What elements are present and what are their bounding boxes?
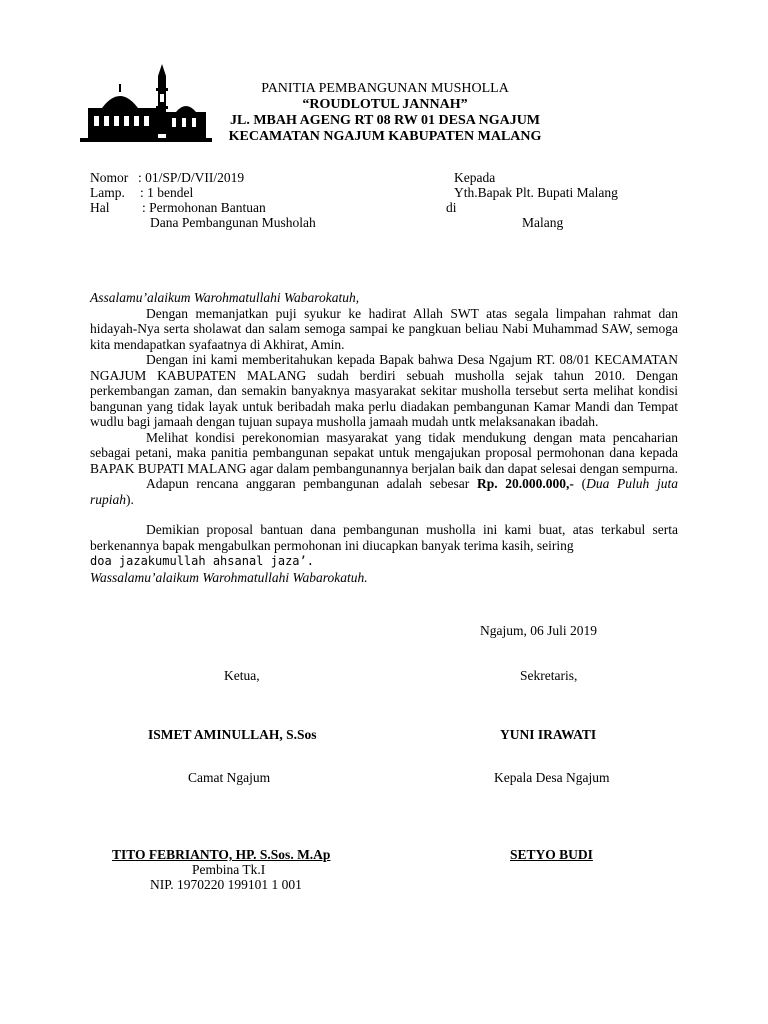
lamp-value: : 1 bendel: [140, 185, 194, 200]
hal-value: : Permohonan Bantuan: [142, 200, 266, 215]
budget-intro: Adapun rencana anggaran pembangunan adalah sebesar: [146, 476, 477, 491]
paragraph-1: Dengan memanjatkan puji syukur ke hadirat Allah SWT atas segala limpahan rahmat dan hidayah-Nya serta sholawat dan salam semoga sampai ke pangkuan beliau Nabi Muhammad SAW, semoga kita mendapatkan syafaatnya di Akhirat, Amin.: [90, 305, 678, 352]
budget-amount: Rp. 20.000.000,-: [476, 476, 574, 491]
paragraph-5: [90, 522, 678, 570]
hal-label: Hal: [90, 200, 110, 215]
di-label: di: [446, 200, 457, 215]
recipient-city: Malang: [522, 215, 564, 230]
paragraph-2: Dengan ini kami memberitahukan kepada Bapak bahwa Desa Ngajum RT. 08/01 KECAMATAN NGAJUM KABUPATEN MALANG sudah berdiri sebuah musholla sejak tahun 2010. Dengan perkembangan zaman, dan semakin banyaknya masyarakat sekitar musholla tersebut serta melihat kondisi bangunan yang tidak layak untuk beribadah maka perlu diadakan pembangunan Kamar Mandi dan Tempat wudlu bagi jamaah dengan tujuan supaya musholla jamaah mudah untk melaksanakan ibadah.: [90, 352, 678, 429]
opening-greeting: Assalamu’alaikum Warohmatullahi Wabarokatuh,: [90, 290, 360, 305]
nomor-value: : 01/SP/D/VII/2019: [138, 170, 245, 185]
committee-name: PANITIA PEMBANGUNAN MUSHOLLA: [261, 81, 509, 96]
address-line: JL. MBAH AGENG RT 08 RW 01 DESA NGAJUM: [229, 113, 541, 128]
sekretaris-title: Sekretaris,: [520, 668, 578, 683]
camat-rank: Pembina Tk.I: [192, 862, 266, 877]
kades-title: Kepala Desa Ngajum: [494, 770, 610, 785]
camat-title: Camat Ngajum: [188, 770, 271, 785]
recipient-name: Yth.Bapak Plt. Bupati Malang: [454, 185, 618, 200]
letter-body: [90, 290, 678, 585]
closing-greeting: Wassalamu’alaikum Warohmatullahi Wabarokatuh.: [90, 569, 368, 585]
budget-words: Dua Puluh juta rupiah: [90, 476, 678, 507]
camat-name: TITO FEBRIANTO, HP. S.Sos. M.Ap: [112, 847, 331, 862]
kades-name: SETYO BUDI: [510, 847, 593, 862]
sekretaris-name: YUNI IRAWATI: [500, 727, 597, 742]
paren-close: ).: [126, 491, 134, 507]
hal-value-2: Dana Pembangunan Musholah: [150, 215, 316, 230]
musholla-name: “ROUDLOTUL JANNAH”: [302, 97, 468, 112]
kepada-label: Kepada: [454, 170, 496, 185]
ketua-title: Ketua,: [224, 668, 260, 683]
doa-text: doa jazakumullah ahsanal jaza’.: [90, 554, 314, 568]
closing-statement: Demikian proposal bantuan dana pembangunan musholla ini kami buat, atas terkabul serta berkenannya bapak mengabulkan permohonan ini diucapkan banyak terima kasih, seiring: [90, 522, 678, 553]
paragraph-4: [90, 476, 678, 507]
ketua-name: ISMET AMINULLAH, S.Sos: [148, 727, 317, 742]
paragraph-3: Melihat kondisi perekonomian masyarakat yang tidak mendukung dengan mata pencaharian sebagai petani, maka panitia pembangunan sepakat untuk mengajukan proposal permohonan dana kepada BAPAK BUPATI MALANG agar dalam pembangunannya berjalan baik dan dapat selesai dengan sempurna.: [90, 429, 678, 476]
nomor-label: Nomor: [90, 170, 129, 185]
district-line: KECAMATAN NGAJUM KABUPATEN MALANG: [228, 129, 542, 144]
place-date: Ngajum, 06 Juli 2019: [480, 623, 597, 638]
lamp-label: Lamp.: [90, 185, 125, 200]
camat-nip: NIP. 1970220 199101 1 001: [150, 877, 302, 892]
paren-open: (: [573, 476, 587, 491]
